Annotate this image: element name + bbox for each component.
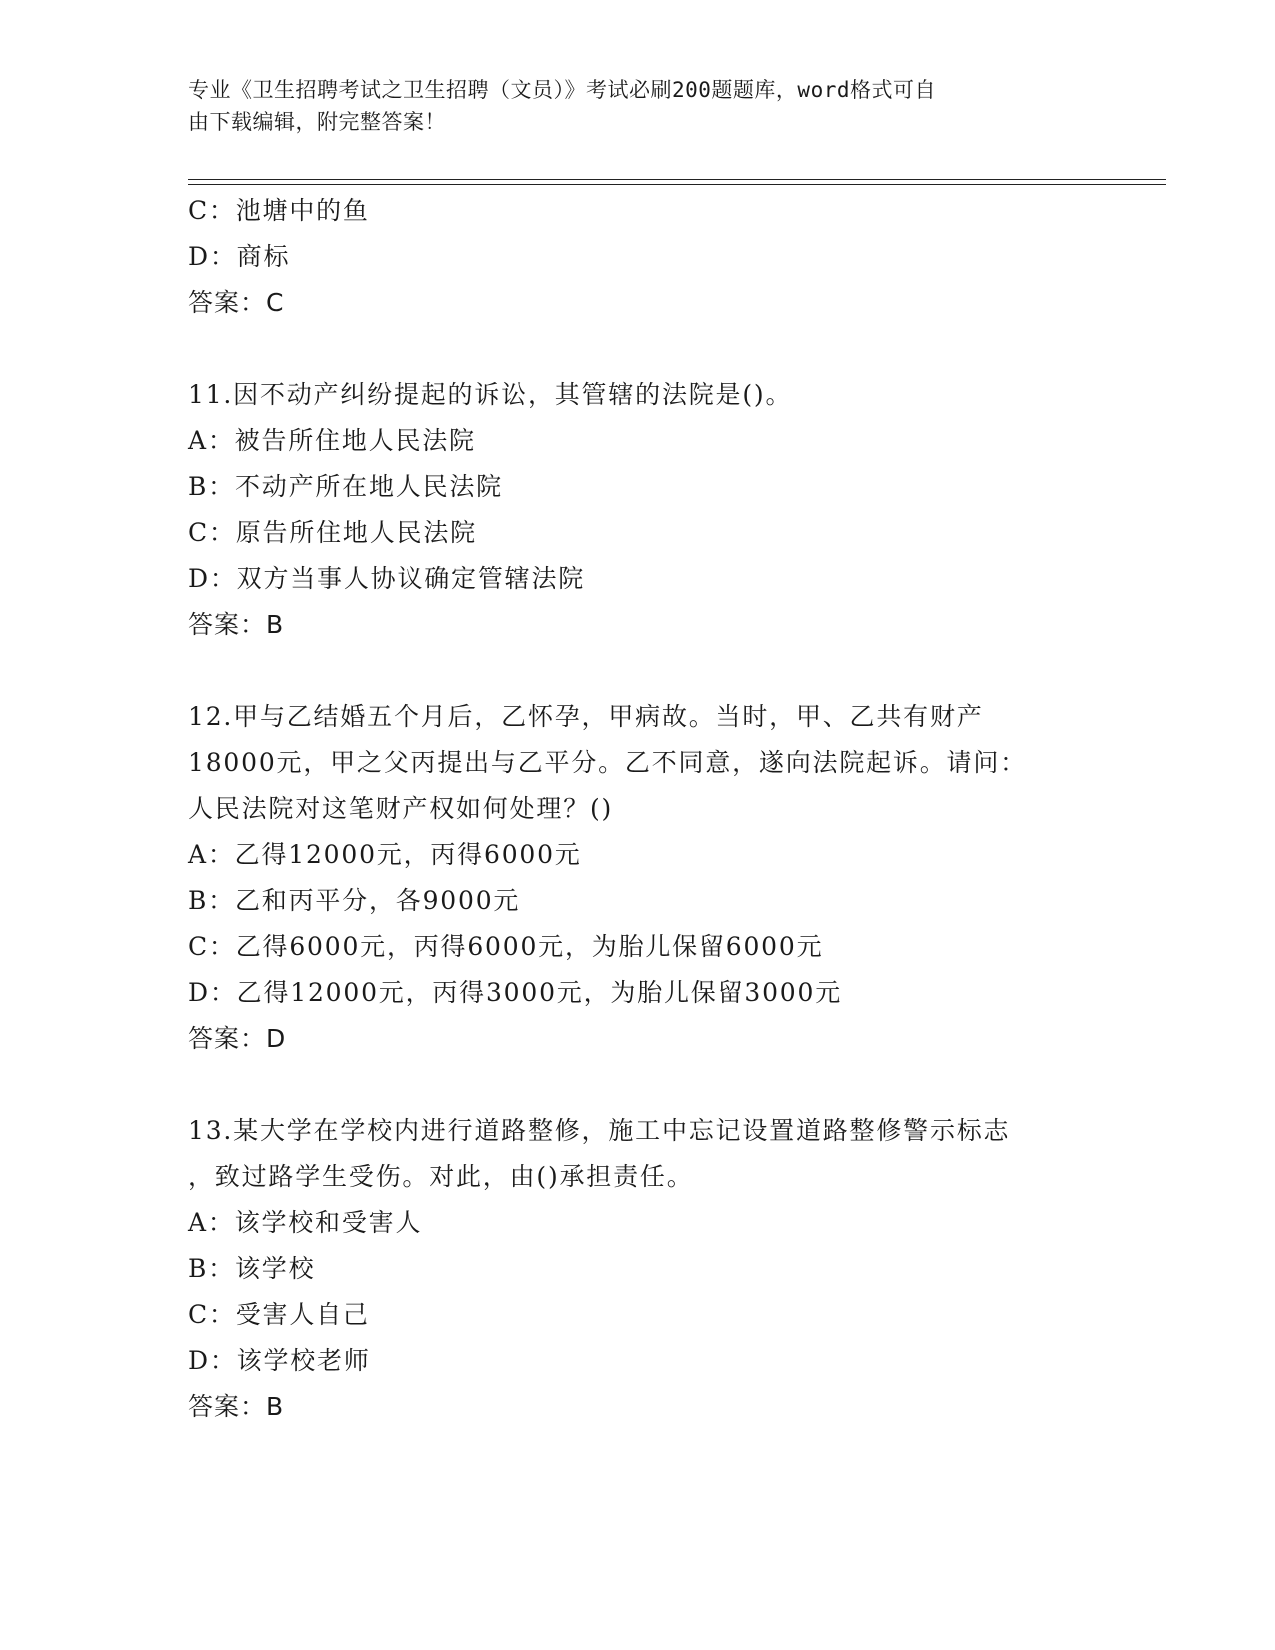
- option-b: B：该学校: [188, 1254, 316, 1283]
- option-b: B：乙和丙平分，各9000元: [188, 886, 521, 915]
- option-d: D：商标: [188, 242, 291, 271]
- header-rule-bottom: [188, 184, 1166, 185]
- option-c: C：原告所住地人民法院: [188, 518, 477, 547]
- option-a: A：乙得12000元，丙得6000元: [188, 840, 582, 869]
- question-list: [188, 188, 1088, 1430]
- document-header: [188, 74, 1068, 138]
- option-a: A：被告所住地人民法院: [188, 426, 476, 455]
- spacer: [188, 648, 1088, 694]
- question-stem: 11.因不动产纠纷提起的诉讼，其管辖的法院是()。: [188, 380, 793, 409]
- question-10-tail: [188, 188, 1088, 326]
- answer: 答案：B: [188, 1392, 285, 1421]
- spacer: [188, 326, 1088, 372]
- question-stem-line: 13.某大学在学校内进行道路整修，施工中忘记设置道路整修警示标志: [188, 1116, 1011, 1145]
- question-12: [188, 694, 1088, 1062]
- question-11: [188, 372, 1088, 648]
- answer: 答案：D: [188, 1024, 287, 1053]
- option-a: A：该学校和受害人: [188, 1208, 423, 1237]
- answer: 答案：C: [188, 288, 285, 317]
- header-line-1: 专业《卫生招聘考试之卫生招聘（文员）》考试必刷200题题库，word格式可自: [188, 78, 936, 102]
- option-d: D：该学校老师: [188, 1346, 371, 1375]
- option-c: C：受害人自己: [188, 1300, 370, 1329]
- header-rule-top: [188, 179, 1166, 180]
- option-c: C：池塘中的鱼: [188, 196, 370, 225]
- header-line-2: 由下载编辑，附完整答案！: [188, 110, 446, 134]
- option-d: D：乙得12000元，丙得3000元，为胎儿保留3000元: [188, 978, 843, 1007]
- question-13: [188, 1108, 1088, 1430]
- question-stem-line: ，致过路学生受伤。对此，由()承担责任。: [188, 1162, 694, 1191]
- option-b: B：不动产所在地人民法院: [188, 472, 503, 501]
- spacer: [188, 1062, 1088, 1108]
- question-stem-line: 人民法院对这笔财产权如何处理？(): [188, 794, 614, 823]
- option-d: D：双方当事人协议确定管辖法院: [188, 564, 586, 593]
- question-stem-line: 18000元，甲之父丙提出与乙平分。乙不同意，遂向法院起诉。请问：: [188, 748, 1027, 777]
- option-c: C：乙得6000元，丙得6000元，为胎儿保留6000元: [188, 932, 824, 961]
- answer: 答案：B: [188, 610, 285, 639]
- question-stem-line: 12.甲与乙结婚五个月后，乙怀孕，甲病故。当时，甲、乙共有财产: [188, 702, 984, 731]
